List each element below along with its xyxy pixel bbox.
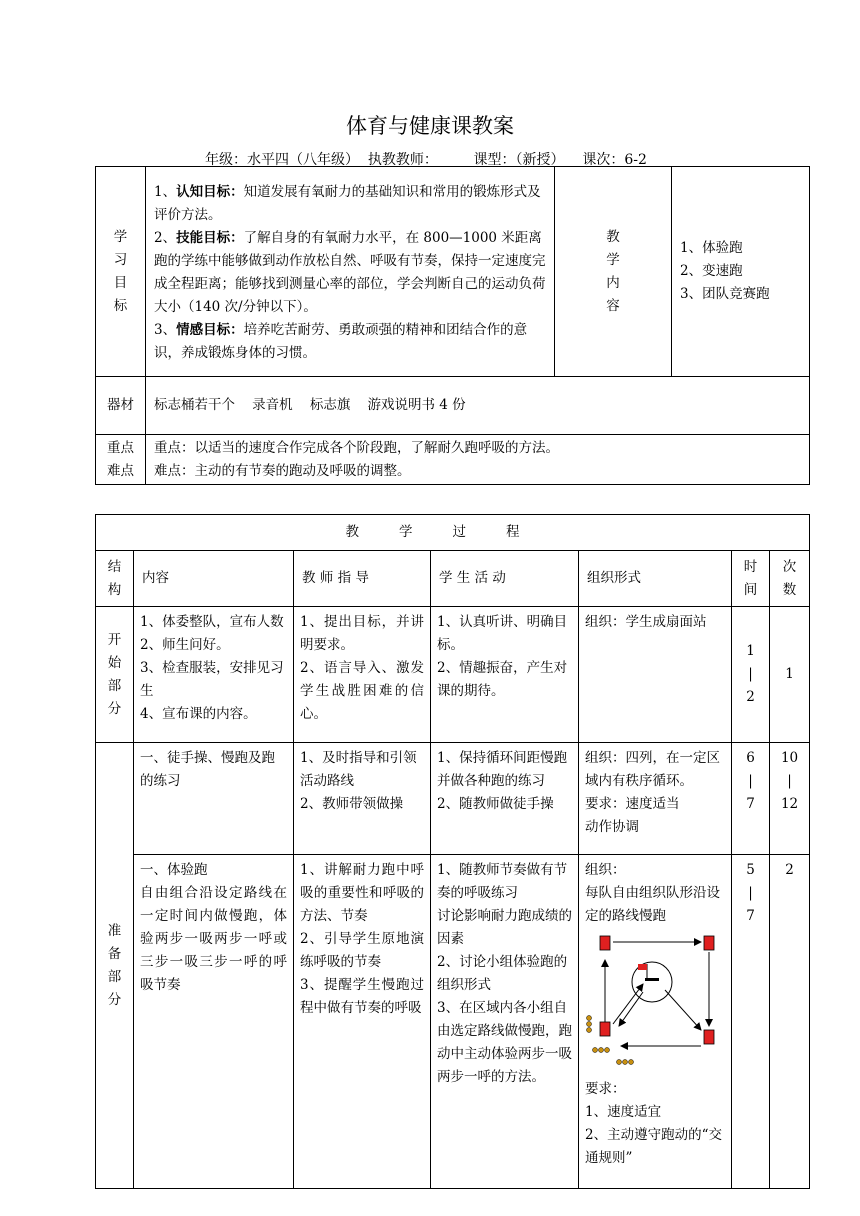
- equipment-text: 标志桶若干个 录音机 标志旗 游戏说明书 4 份: [146, 377, 810, 435]
- prep2-student: 1、随教师节奏做有节奏的呼吸练习 讨论影响耐力跑成绩的因素 2、讨论小组体验跑的组织形式 3、在区域内各小组自由选定路线做慢跑，跑动中主动体验两步一吸两步一呼的方法。: [431, 855, 579, 1189]
- start-org: 组织：学生成扇面站: [579, 607, 732, 743]
- grade-label: 年级：: [205, 152, 247, 168]
- type-label: 课型：: [473, 152, 516, 168]
- start-section-label: 开 始 部 分: [96, 607, 134, 743]
- start-teacher: 1、提出目标，并讲明要求。 2、语言导入、激发学生战胜困难的信心。: [294, 607, 431, 743]
- type-value: （新授）: [515, 152, 565, 168]
- grade-value: 水平四（八年级）: [247, 152, 359, 168]
- start-time: 1 | 2: [732, 607, 770, 743]
- header-teacher: 教 师 指 导: [294, 551, 431, 607]
- page-title: 体育与健康课教案: [346, 114, 514, 138]
- objective-cognitive: 1、认知目标：知道发展有氧耐力的基础知识和常用的锻炼形式及评价方法。: [154, 184, 541, 223]
- prep1-student: 1、保持循环间距慢跑并做各种跑的练习 2、随教师做徒手操: [431, 743, 579, 855]
- prep2-teacher: 1、讲解耐力跑中呼吸的重要性和呼吸的方法、节奏 2、引导学生原地演练呼吸的节奏 3、提醒学生慢跑过程中做有节奏的呼吸: [294, 855, 431, 1189]
- running-route-diagram: [585, 934, 725, 1074]
- objectives-text: [146, 167, 555, 377]
- cone-icon: [600, 936, 714, 1044]
- prep-section-label: 准 备 部 分: [96, 743, 134, 1189]
- objective-skill: 2、技能目标：了解自身的有氧耐力水平，在 800—1000 米距离跑的学练中能够做到动作放松自然、呼吸有节奏，保持一定速度完成全程距离；能够找到测量心率的部位，学会判断自己的运动负荷大小（140 次/分钟以下）。: [154, 230, 546, 315]
- start-count: 1: [770, 607, 810, 743]
- header-content: 内容: [134, 551, 294, 607]
- prep1-count: 10 | 12: [770, 743, 810, 855]
- prep1-content: 一、徒手操、慢跑及跑的练习: [134, 743, 294, 855]
- content-label: 教 学 内 容: [555, 167, 672, 377]
- lesson-value: 6-2: [624, 152, 647, 168]
- prep1-teacher: 1、及时指导和引领活动路线 2、教师带领做操: [294, 743, 431, 855]
- objectives-label: 学 习 目 标: [96, 167, 146, 377]
- header-time: 时 间: [732, 551, 770, 607]
- prep2-time: 5 | 7: [732, 855, 770, 1189]
- keypoints-label: 重点 难点: [96, 435, 146, 485]
- prep2-count: 2: [770, 855, 810, 1189]
- lesson-label: 课次：: [582, 152, 625, 168]
- header-count: 次 数: [770, 551, 810, 607]
- start-content: 1、体委整队，宣布人数 2、师生问好。 3、检查服装，安排见习生 4、宣布课的内容。: [134, 607, 294, 743]
- prep2-content: 一、体验跑 自由组合沿设定路线在一定时间内做慢跑，体验两步一吸两步一呼或三步一吸三步一呼的呼吸节奏: [134, 855, 294, 1189]
- process-title: 教学过程: [96, 515, 810, 551]
- header-student: 学 生 活 动: [431, 551, 579, 607]
- start-student: 1、认真听讲、明确目标。 2、情趣振奋，产生对课的期待。: [431, 607, 579, 743]
- lesson-overview-table: [95, 166, 810, 485]
- objective-affective: 3、情感目标：培养吃苦耐劳、勇敢顽强的精神和团结合作的意识，养成锻炼身体的习惯。: [154, 322, 528, 361]
- header-org: 组织形式: [579, 551, 732, 607]
- prep1-time: 6 | 7: [732, 743, 770, 855]
- flag-icon: [638, 964, 659, 981]
- content-list: 1、体验跑 2、变速跑 3、团队竞赛跑: [672, 167, 810, 377]
- keypoints-text: 重点：以适当的速度合作完成各个阶段跑，了解耐久跑呼吸的方法。 难点：主动的有节奏的跑动及呼吸的调整。: [146, 435, 810, 485]
- prep2-org: 组织： 每队自由组织队形沿设定的路线慢跑 要求： 1、速度适宜 2、主动遵守跑动的“交通规则”: [579, 855, 732, 1189]
- prep1-org: 组织：四列，在一定区域内有秩序循环。 要求：速度适当 动作协调: [579, 743, 732, 855]
- teaching-process-table: [95, 514, 810, 1189]
- header-structure: 结 构: [96, 551, 134, 607]
- teacher-label: 执教教师：: [367, 152, 438, 168]
- equipment-label: 器材: [96, 377, 146, 435]
